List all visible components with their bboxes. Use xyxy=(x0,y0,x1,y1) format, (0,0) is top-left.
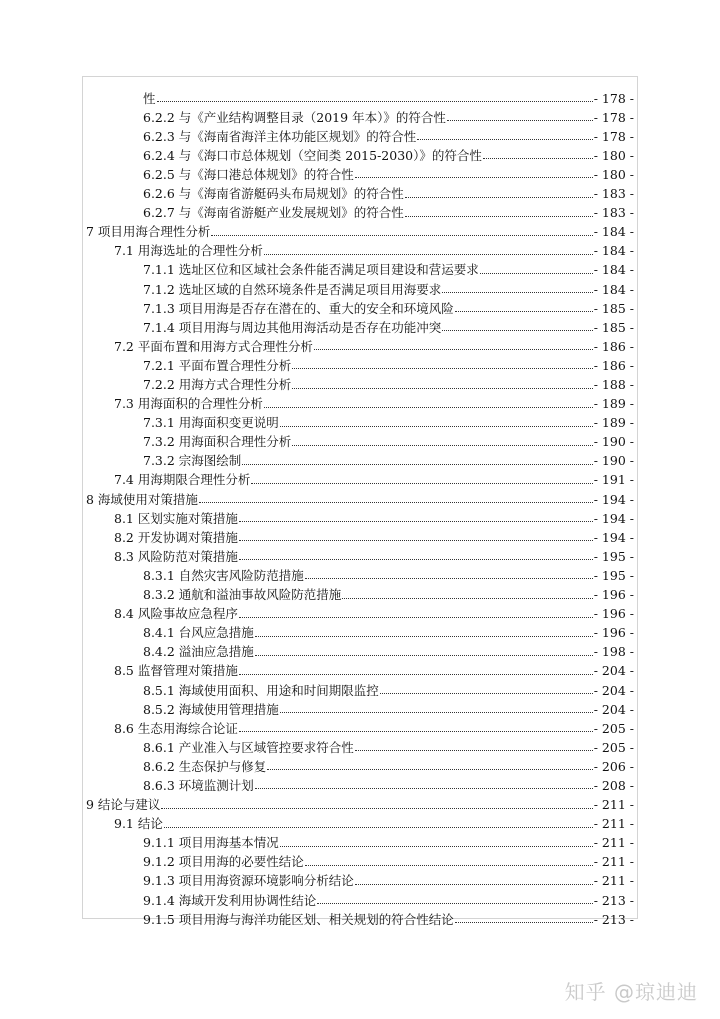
toc-entry-page-number: - 184 - xyxy=(593,224,634,239)
toc-entry-title: 8.4.1 台风应急措施 xyxy=(143,625,254,640)
toc-entry-page-number: - 205 - xyxy=(593,739,634,755)
toc-entry-title: 9.1 结论 xyxy=(114,816,163,831)
dot-leader xyxy=(305,865,593,866)
toc-entry[interactable] xyxy=(86,888,634,907)
dot-leader xyxy=(455,922,593,923)
toc-entry-title: 7.2 平面布置和用海方式合理性分析 xyxy=(114,338,313,354)
dot-leader xyxy=(199,502,593,503)
toc-entry-page-number: - 213 - xyxy=(593,892,634,908)
toc-entry-title: 7.3 用海面积的合理性分析 xyxy=(114,396,263,411)
toc-entry-page-number: - 184 - xyxy=(593,281,634,297)
dot-leader xyxy=(355,750,593,751)
toc-entry-title: 7.1.3 项目用海是否存在潜在的、重大的安全和环境风险 xyxy=(143,300,454,316)
toc-entry-page-number: - 178 - xyxy=(593,128,634,144)
dot-leader xyxy=(447,120,593,121)
toc-entry-title: 6.2.6 与《海南省游艇码头布局规划》的符合性 xyxy=(143,186,404,201)
toc-entry[interactable] xyxy=(86,907,634,926)
toc-entry-title: 8.4.2 溢油应急措施 xyxy=(143,644,254,659)
toc-entry-title: 7.2.2 用海方式合理性分析 xyxy=(143,377,292,392)
dot-leader xyxy=(239,617,593,618)
dot-leader xyxy=(405,216,593,217)
dot-leader xyxy=(255,788,593,789)
toc-entry[interactable] xyxy=(86,468,634,487)
dot-leader xyxy=(267,769,592,770)
toc-entry[interactable] xyxy=(86,296,634,315)
toc-entry-title: 8.2 开发协调对策措施 xyxy=(114,529,238,545)
toc-entry[interactable] xyxy=(86,850,634,869)
toc-entry-page-number: - 190 - xyxy=(593,434,634,449)
dot-leader xyxy=(380,693,593,694)
toc-entry-page-number: - 186 - xyxy=(593,338,634,354)
dot-leader xyxy=(255,655,593,656)
toc-entry-page-number: - 191 - xyxy=(593,472,634,487)
toc-entry-title: 8.6.3 环境监测计划 xyxy=(143,777,254,793)
toc-entry[interactable] xyxy=(86,181,634,200)
toc-entry-page-number: - 213 - xyxy=(593,911,634,927)
toc-entry-title: 7.3.1 用海面积变更说明 xyxy=(143,415,279,430)
toc-entry[interactable] xyxy=(86,277,634,296)
toc-entry-title: 6.2.7 与《海南省游艇产业发展规划》的符合性 xyxy=(143,205,404,220)
toc-entry-title: 8.1 区划实施对策措施 xyxy=(114,510,238,526)
toc-entry-page-number: - 189 - xyxy=(593,396,634,411)
toc-entry[interactable] xyxy=(86,392,634,411)
dot-leader xyxy=(264,254,593,255)
dot-leader xyxy=(280,712,593,713)
toc-entry[interactable] xyxy=(86,812,634,831)
toc-entry[interactable] xyxy=(86,105,634,124)
toc-entry-page-number: - 211 - xyxy=(593,816,634,831)
dot-leader xyxy=(292,368,592,369)
toc-entry-page-number: - 208 - xyxy=(593,777,634,793)
toc-entry-title: 8.6.1 产业准入与区域管控要求符合性 xyxy=(143,739,354,755)
toc-entry[interactable] xyxy=(86,124,634,143)
toc-entry-title: 9 结论与建议 xyxy=(86,797,161,812)
table-of-contents xyxy=(86,86,634,926)
dot-leader xyxy=(242,464,592,465)
toc-entry-page-number: - 211 - xyxy=(593,797,634,812)
dot-leader xyxy=(264,407,593,408)
toc-entry-page-number: - 186 - xyxy=(593,357,634,373)
toc-entry-title: 9.1.4 海域开发利用协调性结论 xyxy=(143,892,317,908)
toc-entry[interactable] xyxy=(86,143,634,162)
dot-leader xyxy=(483,158,593,159)
toc-entry-title: 6.2.3 与《海南省海洋主体功能区规划》的符合性 xyxy=(143,128,417,144)
toc-entry-page-number: - 183 - xyxy=(593,205,634,220)
toc-entry-page-number: - 206 - xyxy=(593,758,634,774)
dot-leader xyxy=(251,483,592,484)
toc-entry-page-number: - 204 - xyxy=(593,701,634,717)
toc-entry-page-number: - 185 - xyxy=(593,300,634,316)
toc-entry[interactable] xyxy=(86,411,634,430)
toc-entry[interactable] xyxy=(86,831,634,850)
toc-entry-title: 9.1.1 项目用海基本情况 xyxy=(143,835,279,850)
toc-entry[interactable] xyxy=(86,353,634,372)
toc-entry-title: 7.1.1 选址区位和区域社会条件能否满足项目建设和营运要求 xyxy=(143,262,479,277)
dot-leader xyxy=(211,235,592,236)
toc-entry-title: 性 xyxy=(143,90,156,106)
toc-entry-page-number: - 185 - xyxy=(593,319,634,335)
watermark: 知乎 @琼迪迪 xyxy=(564,980,698,1004)
toc-entry[interactable] xyxy=(86,869,634,888)
toc-entry-page-number: - 211 - xyxy=(593,873,634,888)
toc-entry[interactable] xyxy=(86,487,634,506)
toc-entry[interactable] xyxy=(86,201,634,220)
toc-entry-page-number: - 211 - xyxy=(593,854,634,869)
toc-entry-title: 8.5.1 海域使用面积、用途和时间期限监控 xyxy=(143,682,379,697)
toc-entry[interactable] xyxy=(86,239,634,258)
toc-entry-page-number: - 196 - xyxy=(593,625,634,640)
toc-entry-title: 8.6.2 生态保护与修复 xyxy=(143,758,267,774)
dot-leader xyxy=(292,388,592,389)
toc-entry[interactable] xyxy=(86,792,634,811)
dot-leader xyxy=(455,311,593,312)
toc-entry-title: 7.3.2 宗海图绘制 xyxy=(143,453,242,468)
dot-leader xyxy=(157,101,593,102)
dot-leader xyxy=(164,827,593,828)
toc-entry-page-number: - 178 - xyxy=(593,109,634,125)
toc-entry-page-number: - 196 - xyxy=(593,606,634,621)
dot-leader xyxy=(442,330,592,331)
toc-entry-title: 7.1 用海选址的合理性分析 xyxy=(114,243,263,258)
toc-entry-title: 7.2.1 平面布置合理性分析 xyxy=(143,357,292,373)
toc-entry[interactable] xyxy=(86,525,634,544)
toc-entry[interactable] xyxy=(86,506,634,525)
toc-entry-title: 8.3.1 自然灾害风险防范措施 xyxy=(143,567,304,583)
toc-entry-page-number: - 178 - xyxy=(593,90,634,106)
toc-entry-title: 6.2.4 与《海口市总体规划（空间类 2015-2030）》的符合性 xyxy=(143,147,482,163)
dot-leader xyxy=(417,139,592,140)
toc-entry[interactable] xyxy=(86,430,634,449)
dot-leader xyxy=(280,846,593,847)
toc-entry-page-number: - 189 - xyxy=(593,415,634,430)
dot-leader xyxy=(239,559,593,560)
toc-entry[interactable] xyxy=(86,602,634,621)
toc-entry-title: 7.3.2 用海面积合理性分析 xyxy=(143,434,292,449)
dot-leader xyxy=(342,598,592,599)
toc-entry-page-number: - 183 - xyxy=(593,186,634,201)
dot-leader xyxy=(280,426,593,427)
toc-entry-page-number: - 194 - xyxy=(593,491,634,507)
toc-entry-page-number: - 195 - xyxy=(593,567,634,583)
toc-entry[interactable] xyxy=(86,258,634,277)
toc-entry-page-number: - 194 - xyxy=(593,510,634,526)
toc-entry-page-number: - 204 - xyxy=(593,682,634,697)
toc-entry[interactable] xyxy=(86,678,634,697)
dot-leader xyxy=(239,521,593,522)
toc-entry-title: 8.5 监督管理对策措施 xyxy=(114,663,238,678)
dot-leader xyxy=(292,445,592,446)
toc-entry[interactable] xyxy=(86,640,634,659)
toc-entry-title: 7 项目用海合理性分析 xyxy=(86,224,211,239)
toc-entry[interactable] xyxy=(86,773,634,792)
dot-leader xyxy=(355,884,593,885)
toc-entry[interactable] xyxy=(86,659,634,678)
toc-entry-page-number: - 195 - xyxy=(593,548,634,564)
toc-entry[interactable] xyxy=(86,220,634,239)
dot-leader xyxy=(239,731,593,732)
toc-entry-title: 6.2.5 与《海口港总体规划》的符合性 xyxy=(143,166,354,182)
toc-entry[interactable] xyxy=(86,449,634,468)
toc-entry-title: 7.1.2 选址区域的自然环境条件是否满足项目用海要求 xyxy=(143,281,442,297)
dot-leader xyxy=(314,349,593,350)
toc-entry[interactable] xyxy=(86,735,634,754)
toc-entry-title: 9.1.3 项目用海资源环境影响分析结论 xyxy=(143,873,354,888)
toc-entry-page-number: - 196 - xyxy=(593,587,634,602)
dot-leader xyxy=(442,292,592,293)
dot-leader xyxy=(305,578,593,579)
toc-entry-title: 8.6 生态用海综合论证 xyxy=(114,720,238,736)
toc-entry[interactable] xyxy=(86,697,634,716)
dot-leader xyxy=(355,177,593,178)
toc-entry-page-number: - 204 - xyxy=(593,663,634,678)
dot-leader xyxy=(239,674,593,675)
toc-entry-page-number: - 205 - xyxy=(593,720,634,736)
dot-leader xyxy=(317,903,592,904)
toc-entry[interactable] xyxy=(86,162,634,181)
toc-entry[interactable] xyxy=(86,621,634,640)
toc-entry[interactable] xyxy=(86,334,634,353)
dot-leader xyxy=(239,540,593,541)
toc-entry[interactable] xyxy=(86,563,634,582)
toc-entry-title: 8.3.2 通航和溢油事故风险防范措施 xyxy=(143,587,342,602)
toc-entry-page-number: - 180 - xyxy=(593,166,634,182)
toc-entry-title: 8.3 风险防范对策措施 xyxy=(114,548,238,564)
toc-entry-title: 9.1.5 项目用海与海洋功能区划、相关规划的符合性结论 xyxy=(143,911,454,927)
toc-entry[interactable] xyxy=(86,372,634,391)
toc-entry-title: 8.4 风险事故应急程序 xyxy=(114,606,238,621)
toc-entry-page-number: - 184 - xyxy=(593,262,634,277)
toc-entry-page-number: - 190 - xyxy=(593,453,634,468)
toc-entry[interactable] xyxy=(86,582,634,601)
toc-entry-page-number: - 180 - xyxy=(593,147,634,163)
toc-entry-page-number: - 188 - xyxy=(593,377,634,392)
dot-leader xyxy=(255,636,593,637)
toc-entry[interactable] xyxy=(86,315,634,334)
toc-entry-title: 7.4 用海期限合理性分析 xyxy=(114,472,251,487)
toc-entry[interactable] xyxy=(86,86,634,105)
toc-entry-title: 8 海域使用对策措施 xyxy=(86,491,198,507)
toc-entry-page-number: - 184 - xyxy=(593,243,634,258)
toc-entry-page-number: - 211 - xyxy=(593,835,634,850)
toc-entry-title: 6.2.2 与《产业结构调整目录（2019 年本）》的符合性 xyxy=(143,109,446,125)
dot-leader xyxy=(161,808,592,809)
dot-leader xyxy=(405,197,593,198)
toc-entry-page-number: - 198 - xyxy=(593,644,634,659)
dot-leader xyxy=(480,273,593,274)
toc-entry-title: 7.1.4 项目用海与周边其他用海活动是否存在功能冲突 xyxy=(143,319,442,335)
toc-entry[interactable] xyxy=(86,716,634,735)
toc-entry-page-number: - 194 - xyxy=(593,529,634,545)
toc-entry-title: 9.1.2 项目用海的必要性结论 xyxy=(143,854,304,869)
toc-entry[interactable] xyxy=(86,544,634,563)
toc-entry-title: 8.5.2 海域使用管理措施 xyxy=(143,701,279,717)
toc-entry[interactable] xyxy=(86,754,634,773)
